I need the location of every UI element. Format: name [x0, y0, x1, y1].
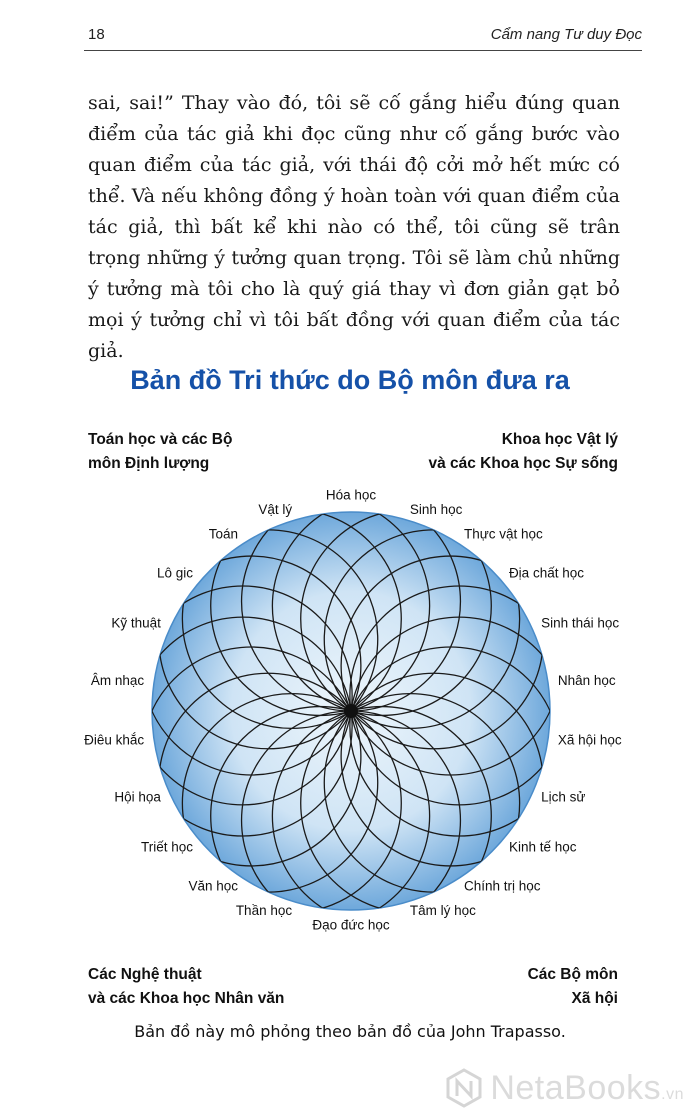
discipline-label: Nhân học — [557, 672, 616, 688]
discipline-label: Đạo đức học — [312, 917, 390, 933]
discipline-label: Kỹ thuật — [111, 615, 161, 631]
netabooks-logo-icon — [444, 1068, 484, 1108]
discipline-label: Chính trị học — [463, 878, 541, 894]
discipline-label: Lịch sử — [541, 789, 586, 805]
discipline-label: Lô gic — [157, 565, 194, 581]
discipline-label: Triết học — [141, 839, 194, 855]
body-paragraph: sai, sai!” Thay vào đó, tôi sẽ cố gắng hiểu đúng quan điểm của tác giả khi đọc cũng như cố gắng bước vào quan điểm của tác giả, với thái độ cởi mở hết mức có thể. Và nếu không đồng ý hoàn toàn với quan điểm của tác giả, thì bất kể khi nào có thể, tôi cũng sẽ trân trọng những ý tưởng quan trọng. Tôi sẽ làm chủ những ý tưởng mà tôi cho là quý giá thay vì đơn giản gạt bỏ mọi ý tưởng chỉ vì tôi bất đồng với quan điểm của tác giả. — [88, 92, 620, 362]
corner-line: Các Nghệ thuật — [88, 966, 202, 983]
discipline-label: Điêu khắc — [84, 732, 145, 748]
book-title: Cẩm nang Tư duy Đọc — [490, 26, 642, 43]
discipline-label: Thần học — [235, 903, 293, 919]
page-number: 18 — [88, 26, 105, 43]
corner-line: và các Khoa học Nhân văn — [88, 990, 285, 1007]
discipline-label: Vật lý — [258, 502, 293, 518]
corner-line: và các Khoa học Sự sống — [428, 455, 618, 472]
discipline-label: Toán — [208, 526, 239, 542]
corner-line: Các Bộ môn — [527, 966, 618, 983]
watermark-text: NetaBooks.vn — [490, 1068, 684, 1107]
discipline-label: Sinh thái học — [541, 615, 620, 631]
corner-line: Xã hội — [571, 990, 618, 1007]
discipline-label: Âm nhạc — [90, 672, 145, 688]
discipline-label: Hội họa — [114, 789, 161, 805]
publisher-watermark — [444, 1068, 684, 1108]
discipline-label: Văn học — [188, 878, 239, 894]
discipline-label: Thực vật học — [463, 526, 543, 542]
discipline-label: Sinh học — [409, 502, 463, 518]
corner-line: môn Định lượng — [88, 455, 210, 472]
discipline-label: Tâm lý học — [409, 903, 476, 919]
discipline-label: Địa chất học — [508, 565, 584, 581]
center-hub — [344, 704, 358, 718]
corner-line: Khoa học Vật lý — [501, 431, 618, 448]
figure-caption: Bản đồ này mô phỏng theo bản đồ của John Trapasso. — [134, 1022, 566, 1041]
corner-line: Toán học và các Bộ — [88, 431, 233, 448]
discipline-label: Kinh tế học — [508, 839, 577, 855]
figure-title: Bản đồ Tri thức do Bộ môn đưa ra — [130, 365, 570, 395]
discipline-label: Xã hội học — [557, 732, 622, 748]
discipline-label: Hóa học — [325, 487, 377, 503]
